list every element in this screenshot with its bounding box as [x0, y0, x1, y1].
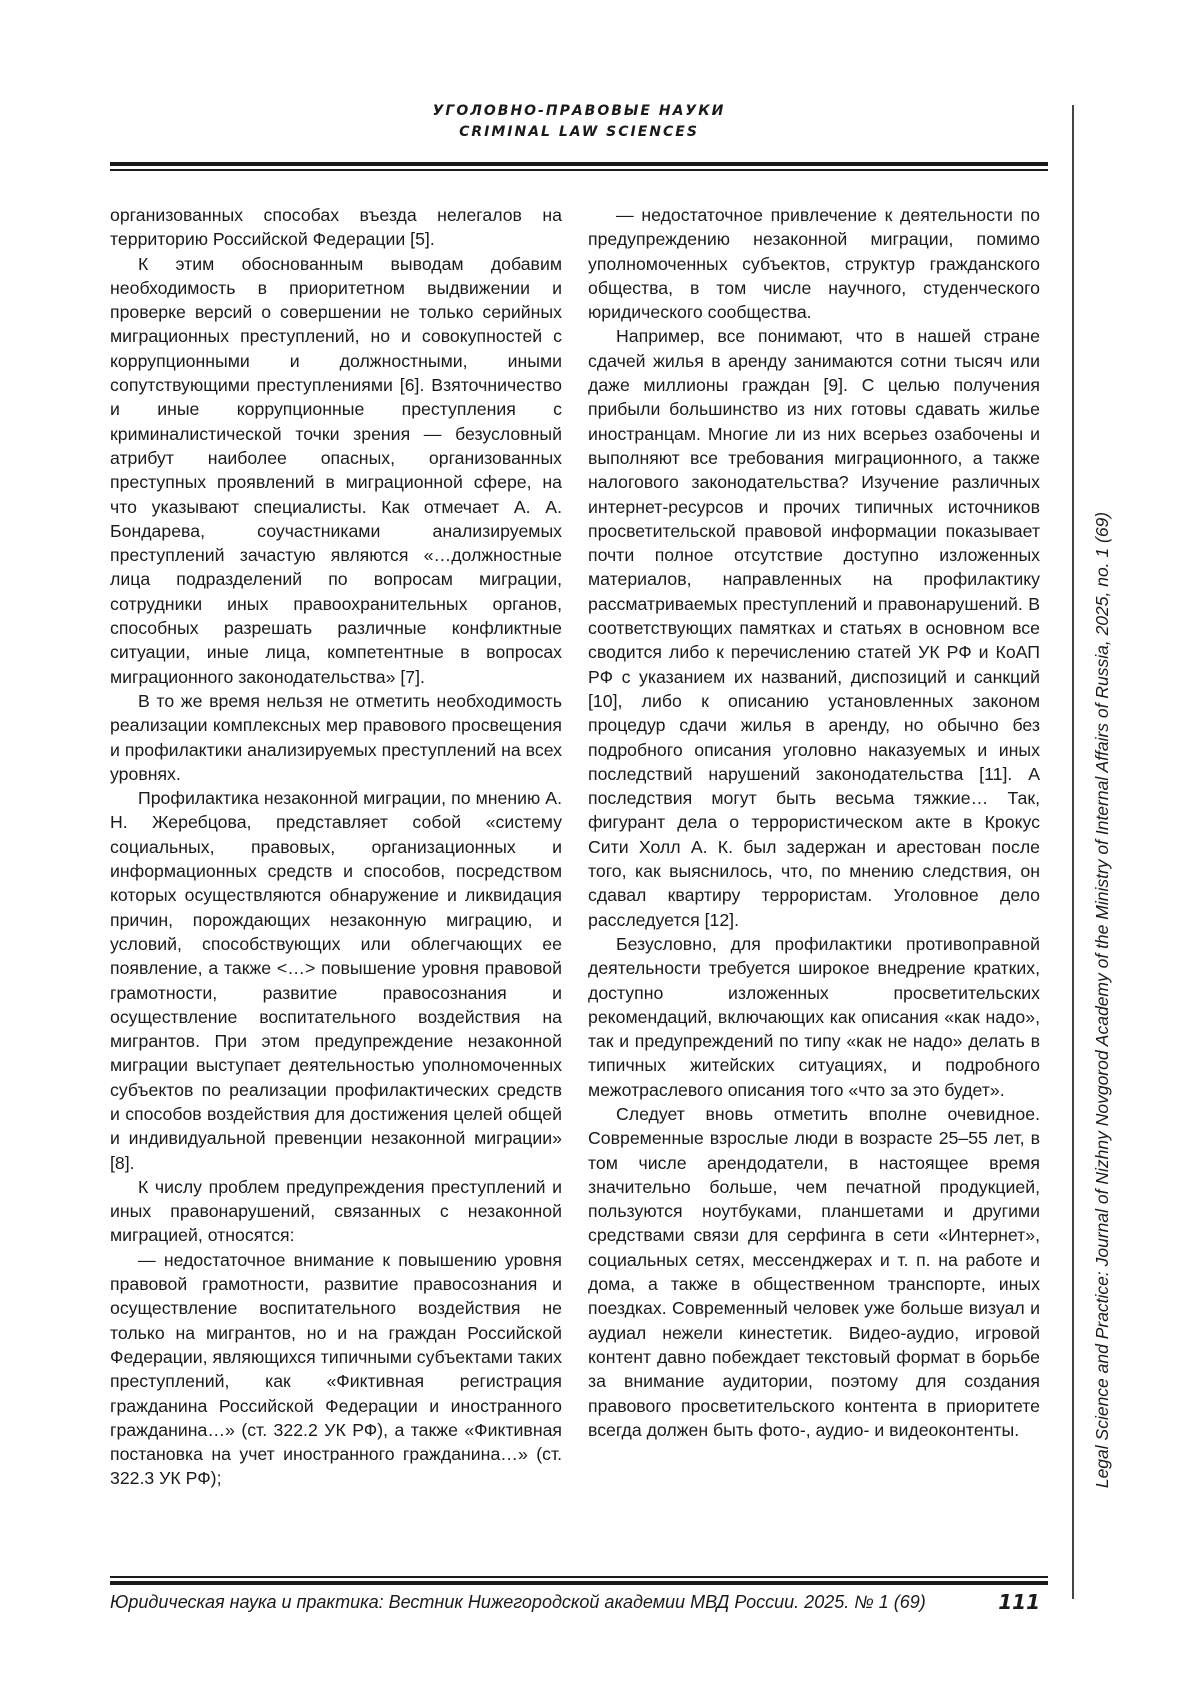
paragraph: — недостаточное привлечение к деятельности по предупреждению незаконной миграции, помимо уполномоченных субъектов, структур гражданского общества, в том числе научного, студенческого юридического сообщества.	[588, 205, 1040, 323]
paragraph: организованных способах въезда нелегалов на территорию Российской Федерации [5].	[110, 205, 562, 250]
section-title-ru: УГОЛОВНО-ПРАВОВЫЕ НАУКИ	[432, 103, 726, 119]
running-header	[110, 100, 1048, 142]
running-footer	[110, 1590, 1048, 1614]
paragraph: К числу проблем предупреждения преступлений и иных правонарушений, связанных с незаконной миграцией, относятся:	[110, 1176, 562, 1246]
paragraph: К этим обоснованным выводам добавим необходимость в приоритетном выдвижении и проверке версий о совершении не только серийных миграционных преступлений, но и совокупностей с коррупционными и должностными, иными сопутствующими преступлениями [6]. Взяточничество и иные коррупционные преступления с криминалистической точки зрения — безусловный атрибут наиболее опасных, организованных преступных проявлений в миграционной сфере, на что указывают специалисты. Как отмечает А. А. Бондарева, соучастниками анализируемых преступлений зачастую являются «…должностные лица подразделений по вопросам миграции, сотрудники иных правоохранительных органов, способных разрешать различные конфликтные ситуации, иные лица, компетентные в вопросах миграционного законодательства» [7].	[110, 253, 562, 687]
header-rule-thin	[110, 169, 1048, 171]
page-number: 111	[998, 1590, 1040, 1614]
footer-journal-title: Юридическая наука и практика: Вестник Нижегородской академии МВД России. 2025. № 1 (69)	[110, 1592, 926, 1612]
side-divider	[1072, 105, 1074, 1599]
right-column	[588, 203, 1040, 1442]
paragraph: Профилактика незаконной миграции, по мнению А. Н. Жеребцова, представляет собой «систему социальных, правовых, организационных и информационных средств и способов, посредством которых осуществляются обнаружение и ликвидация причин, порождающих незаконную миграцию, и условий, способствующих или облегчающих ее появление, а также <…> повышение уровня правовой грамотности, развитие правосознания и осуществление воспитательного воздействия на мигрантов. При этом предупреждение незаконной миграции выступает деятельностью уполномоченных субъектов по реализации профилактических средств и способов воздействия для достижения целей общей и индивидуальной превенции незаконной миграции» [8].	[110, 788, 562, 1173]
footer-rule-thick	[110, 1581, 1048, 1585]
paragraph: Например, все понимают, что в нашей стране сдачей жилья в аренду занимаются сотни тысяч или даже миллионы граждан [9]. С целью получения прибыли большинство из них готовы сдавать жилье иностранцам. Многие ли из них всерьез озабочены и выполняют все требования миграционного, а также налогового законодательства? Изучение различных интернет-ресурсов и прочих типичных источников просветительской правовой информации показывает почти полное отсутствие доступно изложенных материалов, направленных на профилактику рассматриваемых преступлений и правонарушений. В соответствующих памятках и статьях в основном все сводится либо к перечислению статей УК РФ и КоАП РФ с указанием их названий, диспозиций и санкций [10], либо к описанию установленных законом процедур сдачи жилья в аренду, но обычно без подробного описания уголовно наказуемых и иных последствий нарушений законодательства [11]. А последствия могут быть весьма тяжкие… Так, фигурант дела о террористическом акте в Крокус Сити Холл А. К. был задержан и арестован после того, как выяснилось, что, по мнению следствия, он сдавал квартиру террористам. Уголовное дело расследуется [12].	[588, 326, 1040, 930]
left-column	[110, 203, 562, 1491]
footer-rule-thin	[110, 1576, 1048, 1578]
side-journal-title: Legal Science and Practice: Journal of Nizhny Novgorod Academy of the Ministry of Internal Affairs of Russia, 2025, no. 1 (69)	[1092, 511, 1112, 1489]
paragraph: Следует вновь отметить вполне очевидное. Современные взрослые люди в возрасте 25–55 лет, в том числе арендодатели, в настоящее время значительно больше, чем печатной продукцией, пользуются ноутбуками, планшетами и другими средствами связи для серфинга в сети «Интернет», социальных сетях, мессенджерах и т. п. на работе и дома, а также в общественном транспорте, иных поездках. Современный человек уже больше визуал и аудиал нежели кинестетик. Видео-аудио, игровой контент давно побеждает текстовый формат в борьбе за внимание аудитории, поэтому для создания правового просветительского контента в приоритете всегда должен быть фото-, аудио- и видеоконтенты.	[588, 1103, 1040, 1440]
section-title-en: CRIMINAL LAW SCIENCES	[459, 124, 699, 140]
paragraph: Безусловно, для профилактики противоправной деятельности требуется широкое внедрение кратких, доступно изложенных просветительских рекомендаций, включающих как описания «как надо», так и предупреждений по типу «как не надо» делать в типичных житейских ситуациях, и подробного межотраслевого описания того «что за это будет».	[588, 933, 1040, 1100]
paragraph: — недостаточное внимание к повышению уровня правовой грамотности, развитие правосознания и осуществление воспитательного воздействия не только на мигрантов, но и на граждан Российской Федерации, являющихся типичными субъектами таких преступлений, как «Фиктивная регистрация гражданина Российской Федерации и иностранного гражданина…» (ст. 322.2 УК РФ), а также «Фиктивная постановка на учет иностранного гражданина…» (ст. 322.3 УК РФ);	[110, 1249, 562, 1489]
header-rule-thick	[110, 162, 1048, 166]
paragraph: В то же время нельзя не отметить необходимость реализации комплексных мер правового просвещения и профилактики анализируемых преступлений на всех уровнях.	[110, 690, 562, 784]
